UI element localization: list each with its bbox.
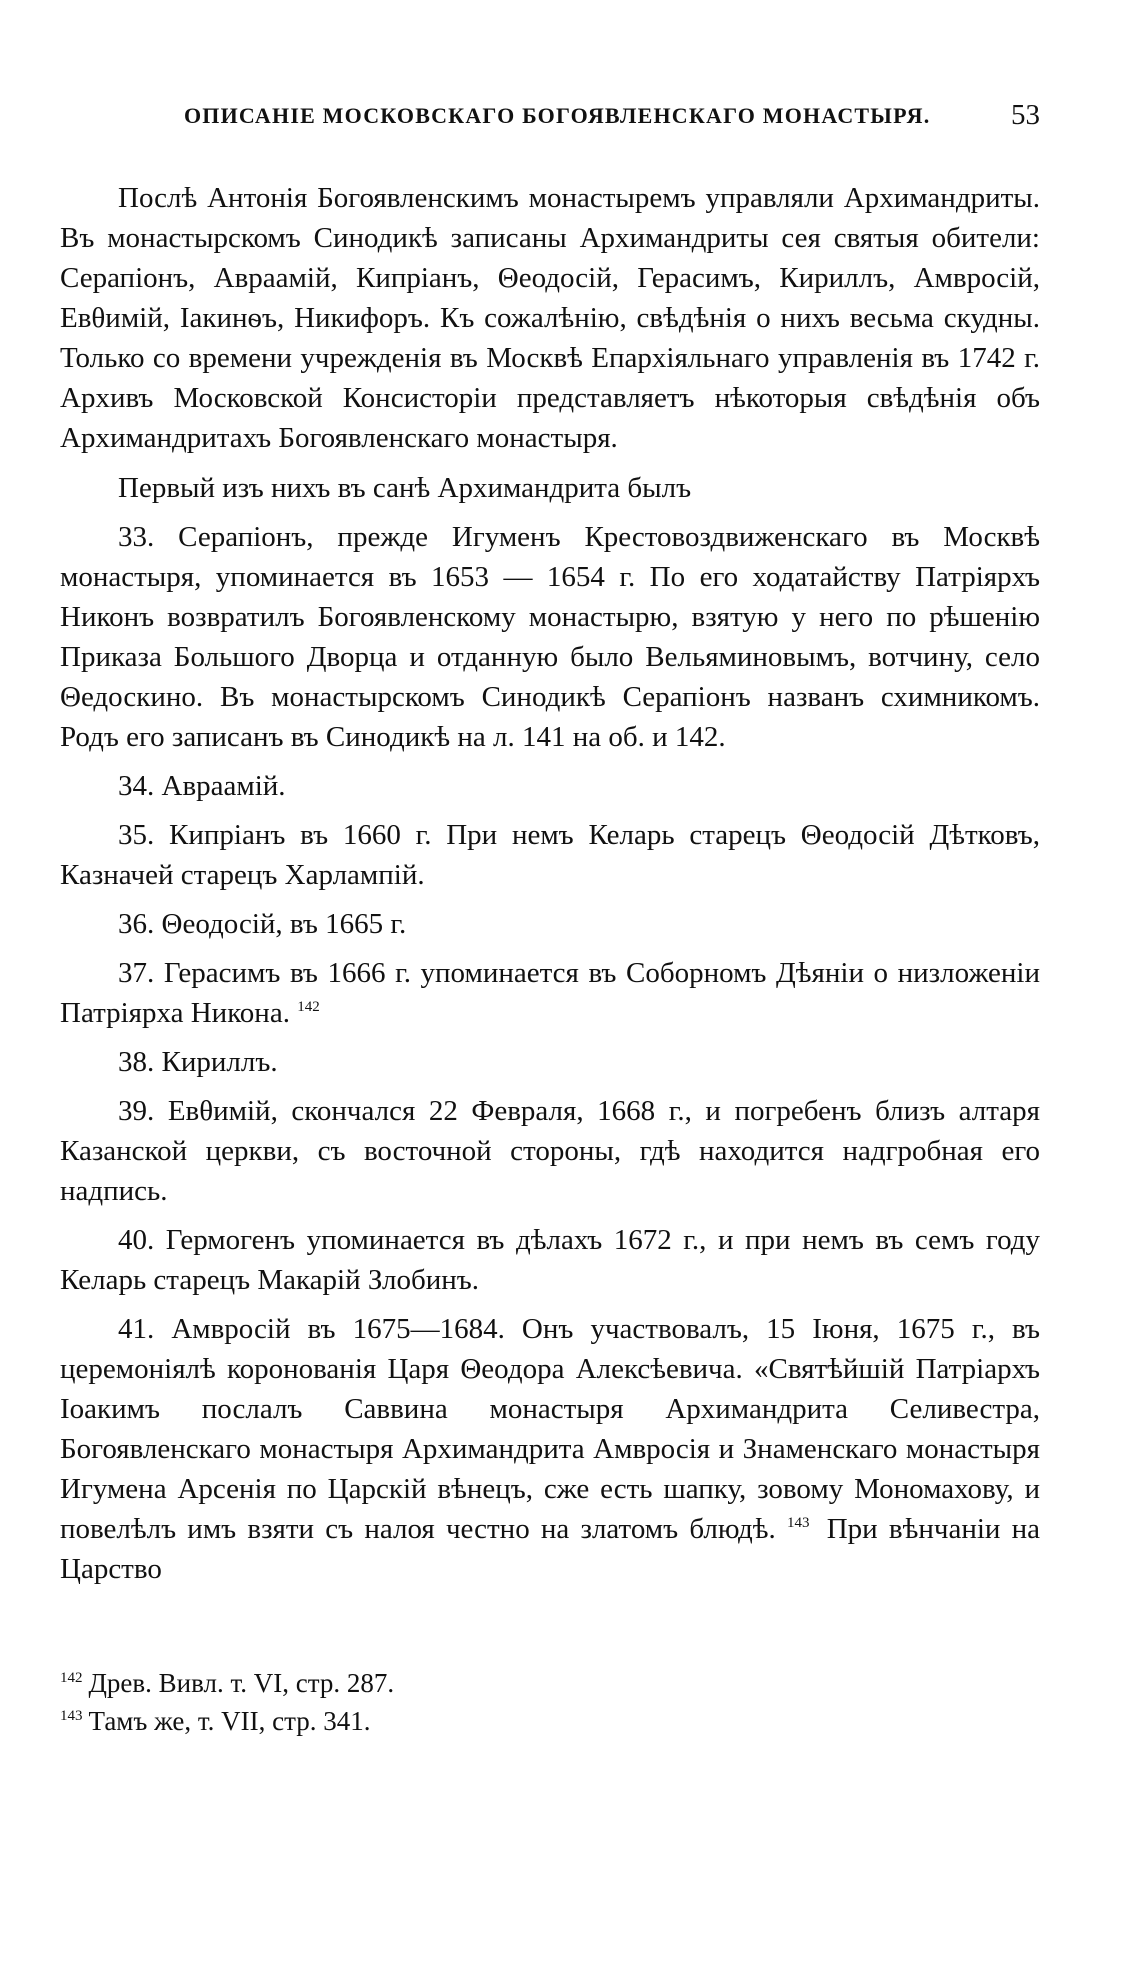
paragraph-kirill: 38. Кириллъ. — [118, 1046, 278, 1078]
paragraph-amvrosii — [60, 1309, 1040, 1589]
footnote-text: Тамъ же, т. VII, стр. 341. — [88, 1706, 371, 1736]
paragraph-gerasim — [60, 953, 1040, 1033]
book-page — [60, 0, 1040, 1972]
footnote-ref-143: 143 — [787, 1515, 810, 1532]
paragraph-feodosii: 36. Θеодосій, въ 1665 г. — [118, 908, 407, 940]
paragraph-amvrosii-continuation: При вѣнчаніи на Царство — [60, 1513, 1041, 1585]
paragraph-avraamii: 34. Авраамій. — [118, 770, 286, 802]
paragraph-amvrosii-text: 41. Амвросій въ 1675—1684. Онъ участвовалъ, 15 Іюня, 1675 г., въ церемоніялѣ коронованія Царя Θеодора Алексѣевича. «Святѣйшій Патріархъ Іоакимъ послалъ Саввина монастыря Архимандрита Селивестра, Богоявленскаго монастыря Архимандрита Амвросія и Знаменскаго монастыря Игумена Арсенія по Царскій вѣнецъ, сже есть шапку, зовому Мономахову, и повелѣлъ имъ взяти съ налоя честно на златомъ блюдѣ. — [60, 1313, 1040, 1545]
footnote-mark: 142 — [60, 1670, 83, 1686]
running-head — [60, 99, 1040, 143]
footnotes — [60, 1664, 1040, 1740]
footnote-text: Древ. Вивл. т. VI, стр. 287. — [88, 1668, 395, 1698]
page-number: 53 — [1011, 99, 1040, 131]
paragraph-serapion: 33. Серапіонъ, прежде Игуменъ Крестовоздвиженскаго въ Москвѣ монастыря, упоминается въ 1653 — 1654 г. По его ходатайству Патріярхъ Никонъ возвратилъ Богоявленскому монастырю, взятую у него по рѣшенію Приказа Большого Дворца и отданную было Вельяминовымъ, вотчину, село Θедоскино. Въ монастырскомъ Синодикѣ Серапіонъ названъ схимникомъ. Родъ его записанъ въ Синодикѣ на л. 141 на об. и 142. — [60, 521, 1040, 753]
paragraph-germogen: 40. Гермогенъ упоминается въ дѣлахъ 1672 г., и при немъ въ семъ году Келарь старецъ Макарій Злобинъ. — [60, 1224, 1040, 1296]
footnote-142 — [60, 1664, 1040, 1702]
footnote-mark: 143 — [60, 1708, 83, 1724]
running-title: ОПИСАНІЕ МОСКОВСКАГО БОГОЯВЛЕНСКАГО МОНАСТЫРЯ. — [184, 103, 931, 128]
paragraph-intro: Послѣ Антонія Богоявленскимъ монастыремъ управляли Архимандриты. Въ монастырскомъ Синодикѣ записаны Архимандриты сея святыя обители: Серапіонъ, Авраамій, Кипріанъ, Θеодосій, Герасимъ, Кириллъ, Амвросій, Евθимій, Іакинѳъ, Никифоръ. Къ сожалѣнію, свѣдѣнія о нихъ весьма скудны. Только со времени учрежденія въ Москвѣ Епархіяльнаго управленія въ 1742 г. Архивъ Московской Консисторіи представляетъ нѣкоторыя свѣдѣнія объ Архимандритахъ Богоявленскаго монастыря. — [60, 182, 1040, 454]
paragraph-evfimii: 39. Евθимій, скончался 22 Февраля, 1668 г., и погребенъ близъ алтаря Казанской церкви, съ восточной стороны, гдѣ находится надгробная его надпись. — [60, 1095, 1040, 1207]
paragraph-kiprian: 35. Кипріанъ въ 1660 г. При немъ Келарь старецъ Θеодосій Дѣтковъ, Казначей старецъ Харлампій. — [60, 819, 1040, 891]
paragraph-gerasim-text: 37. Герасимъ въ 1666 г. упоминается въ Соборномъ Дѣяніи о низложеніи Патріярха Никона. — [60, 957, 1040, 1029]
paragraph-first-archimandrite: Первый изъ нихъ въ санѣ Архимандрита былъ — [118, 472, 692, 504]
body-text — [60, 178, 1040, 1598]
footnote-143 — [60, 1702, 1040, 1740]
footnote-ref-142: 142 — [297, 999, 320, 1016]
